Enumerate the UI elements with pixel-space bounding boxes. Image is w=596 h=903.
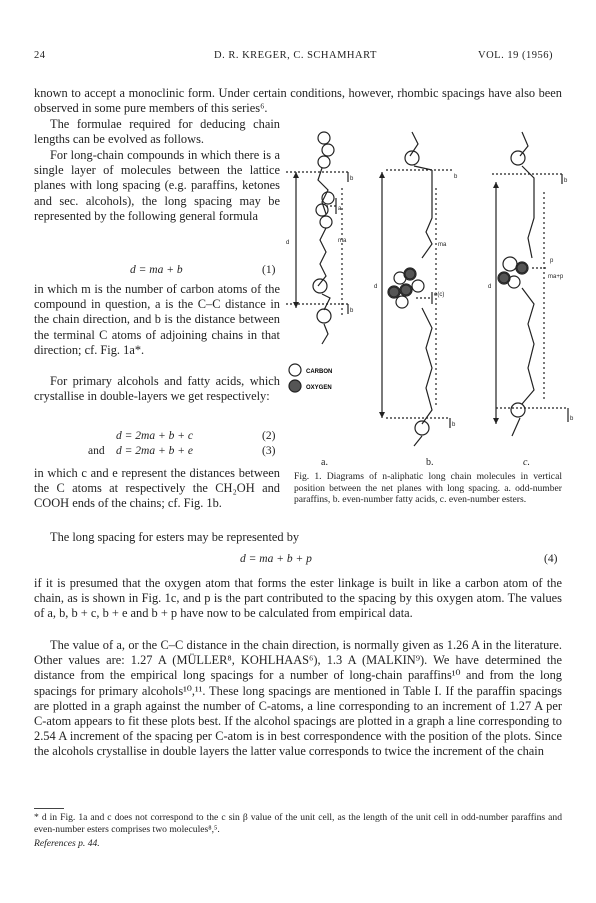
legend-oxygen-label: OXYGEN	[306, 385, 332, 391]
equation-3-and: and	[88, 445, 105, 457]
panel-c-oxygen-1	[517, 263, 527, 273]
panel-a-label-d: d	[286, 240, 290, 246]
panel-a-label: a.	[321, 457, 328, 468]
figure-1-caption: Fig. 1. Diagrams of n-aliphatic long chain molecules in vertical position between the net planes with long spacing. a. odd-number paraffins, b. even-number fatty acids, c. even-number esters.	[294, 471, 562, 505]
panel-c-oxygen-2	[499, 273, 509, 283]
footnote	[34, 812, 562, 835]
panel-c-label-p: p	[550, 258, 554, 264]
equation-2-number: (2)	[262, 430, 276, 442]
panel-b-label-ma: ma	[438, 242, 447, 248]
panel-c-label-d: d	[488, 284, 492, 290]
paragraph-5-text: For primary alcohols and fatty acids, which crystallise in double-layers we get respectively:	[34, 374, 280, 404]
panel-b-oxygen-1	[405, 269, 415, 279]
panel-c-molecule	[498, 132, 534, 436]
equation-3: d = 2ma + b + e	[116, 445, 193, 457]
equation-1-number: (1)	[262, 264, 276, 276]
panel-b-label-d: d	[374, 284, 378, 290]
panel-b-label-ec: e(c)	[434, 292, 445, 298]
panel-b-label-b: b	[454, 174, 458, 180]
paragraph-2	[34, 117, 280, 147]
paragraph-7	[34, 530, 562, 545]
legend-carbon-label: CARBON	[306, 369, 333, 375]
paragraph-1: known to accept a monoclinic form. Under certain conditions, however, rhombic spacings have also been observed in some pure members of this series⁶.	[34, 86, 562, 116]
panel-a-label-a: a	[338, 206, 342, 212]
panel-c-label-b: b	[564, 178, 568, 184]
equation-2: d = 2ma + b + c	[116, 430, 193, 442]
paragraph-3-text: For long-chain compounds in which there is a single layer of molecules between the lattice planes with long spacing (e.g. paraffins, ketones and sec. alcohols), the long spacing may be represented by the following general formula	[34, 148, 280, 223]
paragraph-9-text: The value of a, or the C–C distance in the chain direction, is normally given as 1.26 A in the literature. Other values are: 1.27 A (MÜLLER⁸, KOHLHAAS⁶), 1.3 A (MALKIN⁹). We have determined the distance from the empirical long spacings for a number of long-chain paraffins¹⁰ and from the long spacings for primary alcohols¹⁰,¹¹. These long spacings are mentioned in Table I. If the paraffin spacings are plotted in a graph against the number of C-atoms, a line corresponding to an increment of 1.27 A per C-atom appears to fit these plots best. If the alcohol spacings are plotted in a graph a line corresponding to 2.54 A increment of the spacing per C-atom is in best correspondence with the position of the plots. Since the alcohols crystallise in double layers the latter value corresponds to twice the increment of the chain	[34, 638, 562, 759]
paragraph-5	[34, 374, 280, 404]
legend-oxygen-icon	[289, 380, 301, 392]
equation-1: d = ma + b	[130, 264, 183, 276]
running-head-volume: VOL. 19 (1956)	[478, 50, 553, 61]
panel-c-label-b2: b	[570, 416, 574, 422]
panel-a-label-ma: ma	[338, 238, 347, 244]
paragraph-8: if it is presumed that the oxygen atom that forms the ester linkage is built in like a carbon atom of the chain, as is shown in Fig. 1c, and p is the part contributed to the spacing by this oxygen atom. The values of a, b, b + c, b + e and b + p have now to be calculated from empirical data.	[34, 576, 562, 621]
panel-b-oxygen-2	[401, 285, 411, 295]
panel-a-label-b2: b	[350, 308, 354, 314]
panel-c-label: c.	[523, 457, 530, 468]
equation-4-number: (4)	[544, 553, 558, 565]
figure-1-diagram	[282, 128, 578, 448]
paragraph-2-text: The formulae required for deducing chain lengths can be evolved as follows.	[34, 117, 280, 147]
panel-b-label: b.	[426, 457, 434, 468]
paragraph-7-text: The long spacing for esters may be represented by	[50, 530, 300, 544]
references-note: References p. 44.	[34, 838, 100, 849]
footnote-rule	[34, 808, 64, 809]
panel-a-molecule	[313, 132, 334, 344]
panel-c-label-map: ma+p	[548, 274, 564, 280]
panel-b-oxygen-3	[389, 287, 399, 297]
paragraph-3	[34, 148, 280, 224]
paragraph-6: in which c and e represent the distances between the C atoms at respectively the CH₂OH and COOH ends of the chains; cf. Fig. 1b.	[34, 466, 280, 511]
panel-a-label-b: b	[350, 176, 354, 182]
legend-carbon-icon	[289, 364, 301, 376]
panel-b-label-b2: b	[452, 422, 456, 428]
paragraph-9	[34, 638, 562, 760]
page-number: 24	[34, 50, 46, 61]
equation-4: d = ma + b + p	[240, 553, 312, 565]
footnote-text: * d in Fig. 1a and c does not correspond to the c sin β value of the unit cell, as the length of the unit cell in odd-number paraffins and even-number esters comprises two molecules⁸,⁵.	[34, 812, 562, 835]
paragraph-4: in which m is the number of carbon atoms of the compound in question, a is the C–C distance in the chain direction, and b is the distance between the terminal C atoms of adjoining chains in that direction; cf. Fig. 1a*.	[34, 282, 280, 357]
equation-3-number: (3)	[262, 445, 276, 457]
running-head-authors: D. R. KREGER, C. SCHAMHART	[214, 50, 377, 61]
